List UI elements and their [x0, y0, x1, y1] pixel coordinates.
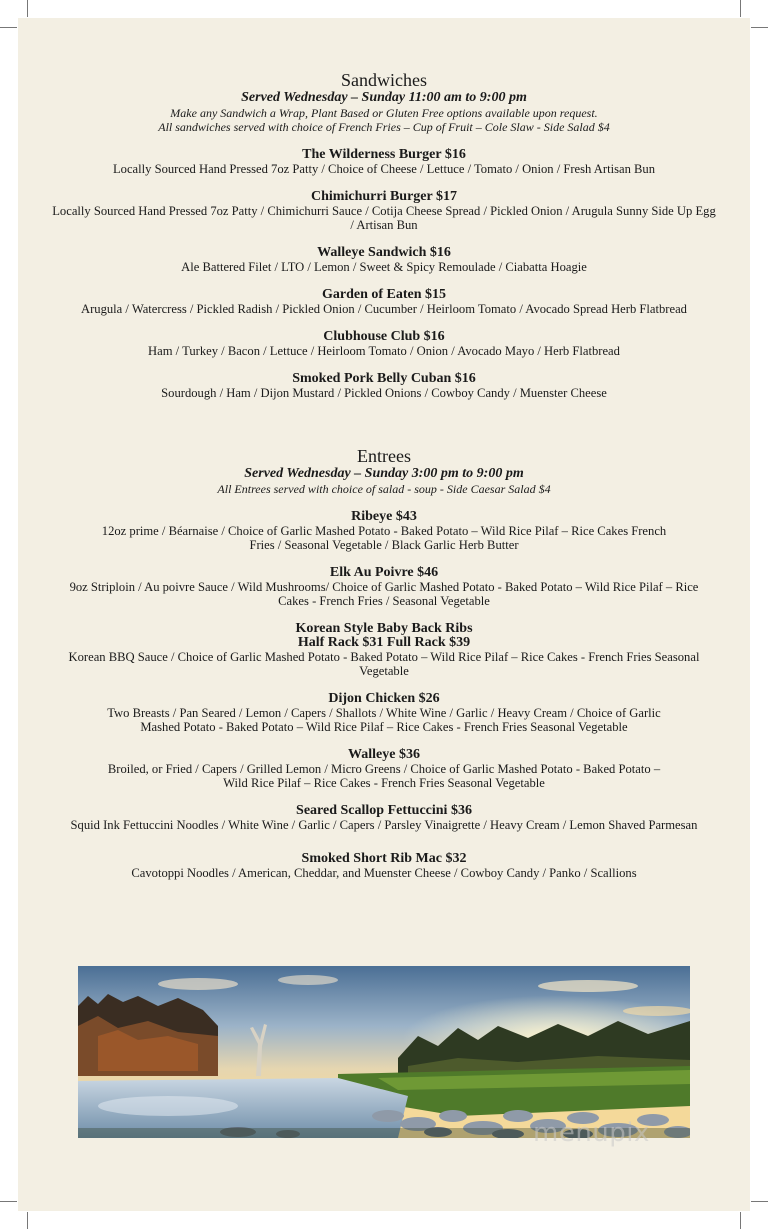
crop-mark	[751, 1201, 768, 1202]
menu-item	[18, 330, 750, 358]
section-note: Make any Sandwich a Wrap, Plant Based or Gluten Free options available upon request.	[170, 106, 598, 120]
crop-mark	[0, 27, 17, 28]
item-name: Ribeye $43	[351, 509, 417, 524]
menu-item	[18, 510, 750, 552]
item-description: Two Breasts / Pan Seared / Lemon / Capers / Shallots / White Wine / Garlic / Heavy Cream / Choice of Garlic Mashed Potato - Baked Potato – Wild Rice Pilaf – Rice Cakes - French Fries Seasonal Vegetable	[107, 706, 661, 734]
section-hours: Served Wednesday – Sunday 11:00 am to 9:00 pm	[241, 90, 527, 105]
crop-mark	[740, 0, 741, 17]
item-description: Ham / Turkey / Bacon / Lettuce / Heirloom Tomato / Onion / Avocado Mayo / Herb Flatbread	[148, 344, 620, 358]
menu-item	[18, 288, 750, 316]
crop-mark	[0, 1201, 17, 1202]
item-description: Broiled, or Fried / Capers / Grilled Lemon / Micro Greens / Choice of Garlic Mashed Potato - Baked Potato – Wild Rice Pilaf – Rice Cakes - French Fries Seasonal Vegetable	[107, 762, 661, 790]
item-name: Seared Scallop Fettuccini $36	[296, 803, 472, 818]
menu-item	[18, 852, 750, 880]
landscape-photo	[78, 966, 690, 1138]
item-description: Locally Sourced Hand Pressed 7oz Patty / Chimichurri Sauce / Cotija Cheese Spread / Pickled Onion / Arugula Sunny Side Up Egg / Artisan Bun	[52, 204, 716, 232]
item-name: Elk Au Poivre $46	[329, 565, 439, 580]
menu-item	[18, 566, 750, 608]
menu-item	[18, 622, 750, 678]
section-note: All Entrees served with choice of salad - soup - Side Caesar Salad $4	[217, 482, 551, 496]
item-description: Locally Sourced Hand Pressed 7oz Patty / Choice of Cheese / Lettuce / Tomato / Onion / Fresh Artisan Bun	[112, 162, 656, 176]
item-description: Squid Ink Fettuccini Noodles / White Wine / Garlic / Capers / Parsley Vinaigrette / Heavy Cream / Lemon Shaved Parmesan	[70, 818, 698, 832]
item-name: Smoked Pork Belly Cuban $16	[292, 371, 476, 386]
menu-content	[18, 18, 750, 880]
menu-item	[18, 148, 750, 176]
menu-item	[18, 692, 750, 734]
crop-mark	[27, 0, 28, 17]
item-name: Smoked Short Rib Mac $32	[301, 851, 467, 866]
menu-item	[18, 246, 750, 274]
watermark: menupix	[533, 1118, 650, 1148]
item-name: Clubhouse Club $16	[323, 329, 445, 344]
item-description: 9oz Striploin / Au poivre Sauce / Wild Mushrooms/ Choice of Garlic Mashed Potato - Baked Potato – Wild Rice Pilaf – Rice Cakes - French Fries / Seasonal Vegetable	[69, 580, 699, 608]
menu-item	[18, 804, 750, 832]
item-name: Walleye $36	[348, 747, 420, 762]
section-title: Entrees	[357, 446, 411, 466]
crop-mark	[751, 27, 768, 28]
item-description: Sourdough / Ham / Dijon Mustard / Pickled Onions / Cowboy Candy / Muenster Cheese	[161, 386, 607, 400]
item-name: Garden of Eaten $15	[321, 287, 447, 302]
item-name: The Wilderness Burger $16	[302, 147, 466, 162]
crop-mark	[27, 1212, 28, 1229]
menu-page	[18, 18, 750, 1211]
item-description: Korean BBQ Sauce / Choice of Garlic Mashed Potato - Baked Potato – Wild Rice Pilaf – Rice Cakes - French Fries Seasonal Vegetable	[68, 650, 700, 678]
menu-item	[18, 190, 750, 232]
menu-item	[18, 748, 750, 790]
item-price: Half Rack $31 Full Rack $39	[297, 635, 471, 650]
item-name: Chimichurri Burger $17	[311, 189, 457, 204]
section-hours: Served Wednesday – Sunday 3:00 pm to 9:00 pm	[244, 466, 524, 481]
section-note: All sandwiches served with choice of French Fries – Cup of Fruit – Cole Slaw - Side Salad $4	[158, 120, 610, 134]
item-name: Dijon Chicken $26	[328, 691, 440, 706]
item-description: Cavotoppi Noodles / American, Cheddar, and Muenster Cheese / Cowboy Candy / Panko / Scallions	[131, 866, 637, 880]
entrees-section	[18, 400, 750, 880]
section-title: Sandwiches	[341, 70, 427, 90]
item-description: 12oz prime / Béarnaise / Choice of Garlic Mashed Potato - Baked Potato – Wild Rice Pilaf – Rice Cakes French Fries / Seasonal Vegetable / Black Garlic Herb Butter	[101, 524, 667, 552]
menu-item	[18, 372, 750, 400]
sandwiches-section	[18, 18, 750, 400]
crop-mark	[740, 1212, 741, 1229]
item-description: Arugula / Watercress / Pickled Radish / Pickled Onion / Cucumber / Heirloom Tomato / Avocado Spread Herb Flatbread	[81, 302, 687, 316]
landscape-image	[78, 966, 690, 1138]
item-description: Ale Battered Filet / LTO / Lemon / Sweet & Spicy Remoulade / Ciabatta Hoagie	[181, 260, 587, 274]
item-name: Walleye Sandwich $16	[317, 245, 451, 260]
item-name: Korean Style Baby Back Ribs	[295, 621, 473, 636]
